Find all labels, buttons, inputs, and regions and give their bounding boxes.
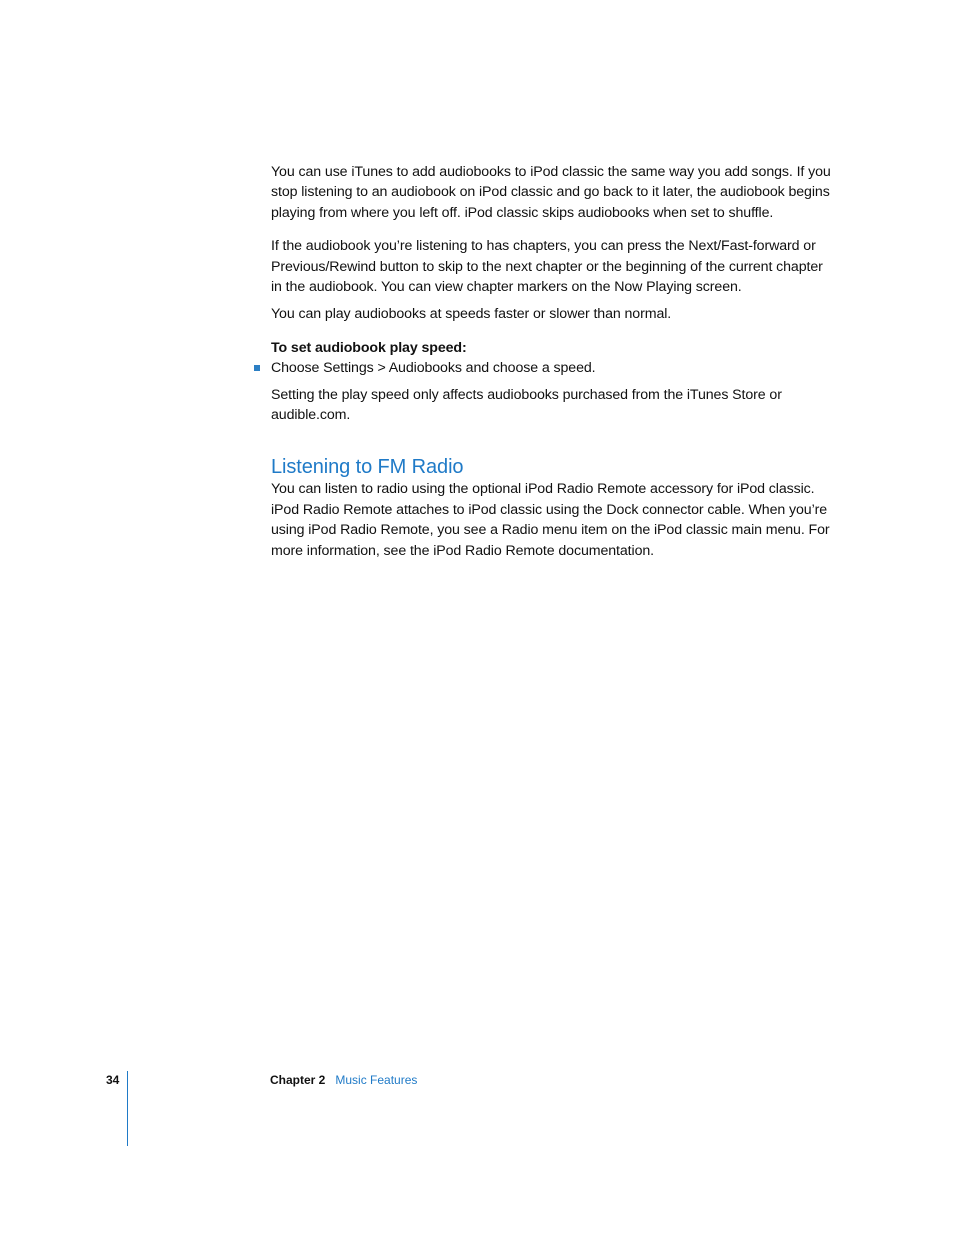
chapter-title: Music Features <box>335 1073 418 1087</box>
task-heading: To set audiobook play speed: <box>271 339 467 356</box>
square-bullet-icon <box>254 365 260 371</box>
page-content <box>271 162 831 561</box>
paragraph-fm-radio: You can listen to radio using the optional iPod Radio Remote accessory for iPod classic. iPod Radio Remote attaches to iPod classic using the Dock connector cable. When you’re using iPod Radio Remote, you see a Radio menu item on the iPod classic main menu. For more information, see the iPod Radio Remote documentation. <box>271 481 830 559</box>
paragraph-itunes-audiobooks: You can use iTunes to add audiobooks to iPod classic the same way you add songs. If you stop listening to an audiobook on iPod classic and go back to it later, the audiobook begins playing from where you left off. iPod classic skips audiobooks when set to shuffle. <box>271 164 831 221</box>
paragraph-play-speed-note: Setting the play speed only affects audiobooks purchased from the iTunes Store or audible.com. <box>271 386 782 424</box>
chapter-label: Chapter 2 <box>270 1073 326 1087</box>
paragraph-chapters: If the audiobook you’re listening to has chapters, you can press the Next/Fast-forward or Previous/Rewind button to skip to the next chapter or the beginning of the current chapter in the audiobook. You can view chapter markers on the Now Playing screen. <box>271 238 823 296</box>
paragraph-play-speed: You can play audiobooks at speeds faster or slower than normal. <box>271 306 672 323</box>
footer-divider <box>127 1071 128 1146</box>
bullet-item <box>271 358 831 378</box>
section-heading: Listening to FM Radio <box>271 456 464 479</box>
page-number: 34 <box>106 1073 120 1087</box>
footer-chapter <box>270 1072 417 1088</box>
bullet-text: Choose Settings > Audiobooks and choose a speed. <box>271 360 596 377</box>
